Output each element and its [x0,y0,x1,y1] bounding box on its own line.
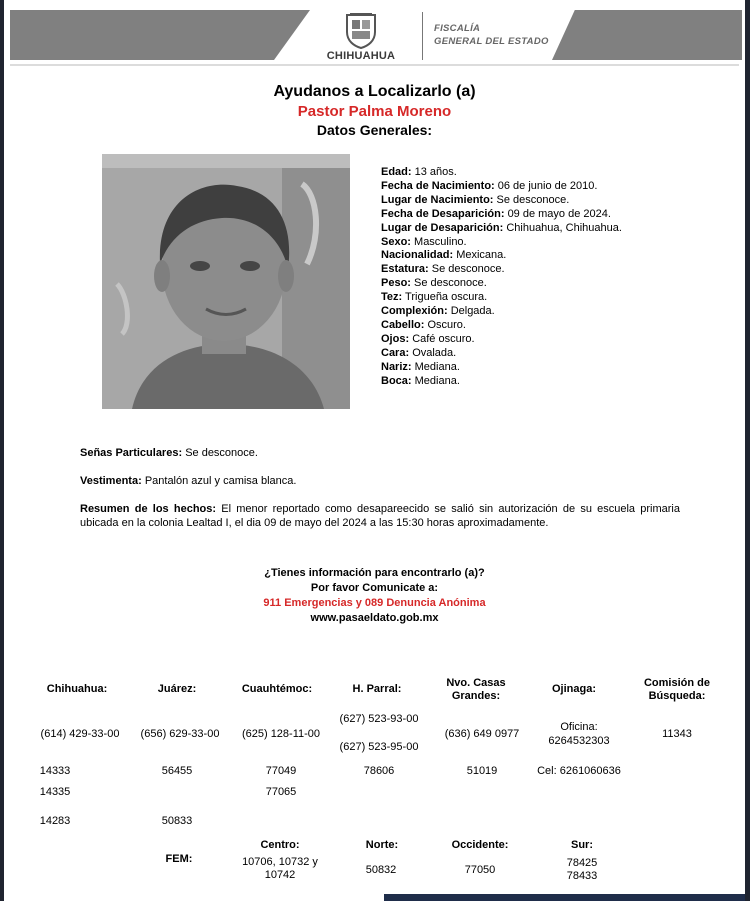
section-subtitle: Datos Generales: [316,122,433,138]
casas-grandes-ext: 51019 [466,765,498,777]
vestimenta-label: Vestimenta: [80,475,142,487]
fem-sur-ext: 78433 [566,870,598,882]
detail-row [381,263,622,277]
detail-value: 09 de mayo de 2024. [507,207,611,220]
header-rule [10,64,739,66]
state-shield-icon [344,12,378,50]
detail-label: Edad: [381,166,412,178]
detail-label: Estatura: [381,263,429,276]
detail-label: Lugar de Nacimiento: [381,193,494,206]
detail-label: Boca: [381,374,412,387]
detail-row [381,277,622,291]
cuauhtemoc-ext: 77049 [265,765,297,777]
detail-value: Delgada. [450,305,495,318]
ojinaga-office-label: Oficina: [560,721,598,733]
state-name: CHIHUAHUA [326,50,396,62]
detail-value: Se desconoce. [496,193,570,206]
detail-label: Tez: [381,291,403,304]
detail-value: Mexicana. [456,249,507,262]
chihuahua-phone: (614) 429-33-00 [40,728,120,740]
chihuahua-ext: 14335 [39,786,71,798]
chihuahua-ext: 14283 [39,815,71,827]
detail-value: Mediana. [414,360,460,373]
parral-ext: 78606 [363,765,395,777]
header-parral: H. Parral: [352,683,402,695]
page-title: Ayudanos a Localizarlo (a) [273,83,476,100]
detail-row [381,194,622,208]
parral-phone: (627) 523-95-00 [339,741,419,753]
detail-value: Café oscuro. [412,332,475,345]
fem-norte-ext: 50832 [365,864,397,876]
juarez-ext: 50833 [161,815,193,827]
detail-row [381,333,622,347]
header-cuauhtemoc: Cuauhtémoc: [241,683,313,695]
detail-row [381,347,622,361]
detail-row [381,166,622,180]
fem-sur-ext: 78425 [566,857,598,869]
website-link[interactable]: www.pasaeldato.gob.mx [310,612,439,624]
parral-phone: (627) 523-93-00 [339,713,419,725]
detail-value: Se desconoce. [414,277,487,290]
detail-label: Lugar de Desaparición: [381,221,504,234]
detail-label: Fecha de Nacimiento: [381,179,495,192]
emergency-numbers: 911 Emergencias y 089 Denuncia Anónima [263,597,486,609]
detail-value: Masculino. [414,235,467,248]
senas-paragraph [80,446,680,460]
detail-value: 06 de junio de 2010. [497,179,598,192]
detail-label: Cabello: [381,318,425,331]
detail-label: Nacionalidad: [381,249,454,262]
person-photo-image [102,154,350,409]
detail-row [381,222,622,236]
detail-row [381,208,622,222]
detail-row [381,291,622,305]
footer-bar [384,894,745,901]
detail-row [381,319,622,333]
fem-centro-exts: 10706, 10732 y 10742 [242,856,318,881]
ojinaga-office-phone: 6264532303 [548,735,610,747]
fem-header-sur: Sur: [571,839,593,851]
detail-value: Mediana. [414,374,460,387]
detail-row [381,305,622,319]
resumen-paragraph [80,502,680,530]
resumen-label: Resumen de los hechos: [80,503,217,515]
detail-value: Trigueña oscura. [405,291,488,304]
person-name: Pastor Palma Moreno [297,103,452,120]
fem-header-norte: Norte: [365,839,399,851]
casas-grandes-phone: (636) 649 0977 [444,728,520,740]
detail-label: Ojos: [381,332,410,345]
fem-occidente-ext: 77050 [464,864,496,876]
general-data-list [381,166,622,389]
cuauhtemoc-ext: 77065 [265,786,297,798]
ojinaga-cell: Cel: 6261060636 [537,765,621,777]
detail-label: Sexo: [381,235,411,248]
contact-block [4,566,745,626]
vestimenta-paragraph [80,474,680,488]
header-divider [422,12,423,60]
detail-label: Cara: [381,346,410,359]
fem-label: FEM: [165,853,193,865]
detail-value: Ovalada. [412,346,457,359]
fem-header-centro: Centro: [260,839,300,851]
header-casas-grandes: Nvo. Casas Grandes: [446,677,506,702]
fem-header-occidente: Occidente: [451,839,509,851]
detail-label: Fecha de Desaparición: [381,207,505,220]
detail-value: Oscuro. [427,318,466,331]
header-ojinaga: Ojinaga: [551,683,596,695]
agency-name [434,22,549,48]
poster-page [4,0,745,901]
header-bar-right [552,10,742,60]
senas-value: Se desconoce. [185,447,258,459]
detail-row [381,180,622,194]
detail-label: Complexión: [381,305,448,318]
chihuahua-ext: 14333 [39,765,71,777]
detail-row [381,249,622,263]
header-juarez: Juárez: [157,683,197,695]
detail-value: 13 años. [414,166,457,178]
contact-prompt: Por favor Comunicate a: [310,582,439,594]
header-comision: Comisión de Búsqueda: [643,677,710,702]
detail-label: Peso: [381,277,411,290]
detail-row [381,236,622,250]
page-frame-right [745,0,750,901]
vestimenta-value: Pantalón azul y camisa blanca. [144,475,297,487]
cuauhtemoc-phone: (625) 128-11-00 [241,728,321,740]
senas-label: Señas Particulares: [80,447,183,459]
resumen-value: El menor reportado como desapareecido se salió sin autorización de su escuela primaria ubicada en la colonia Lealtad I, el dia 09 de mayo del 2024 a las 15:30 horas aproximadamente. [80,503,680,529]
detail-value: Chihuahua, Chihuahua. [506,221,622,234]
person-photo [102,154,350,409]
agency-line-1: FISCALÍA [434,23,481,34]
juarez-ext: 56455 [161,765,193,777]
detail-value: Se desconoce. [431,263,505,276]
detail-row [381,361,622,375]
comision-ext: 11343 [662,728,692,740]
detail-label: Nariz: [381,360,412,373]
contact-question: ¿Tienes información para encontrarlo (a)? [264,567,485,579]
header-bar-left [10,10,310,60]
detail-row [381,375,622,389]
header-chihuahua: Chihuahua: [46,683,108,695]
agency-line-2: GENERAL DEL ESTADO [434,36,549,47]
juarez-phone: (656) 629-33-00 [140,728,220,740]
